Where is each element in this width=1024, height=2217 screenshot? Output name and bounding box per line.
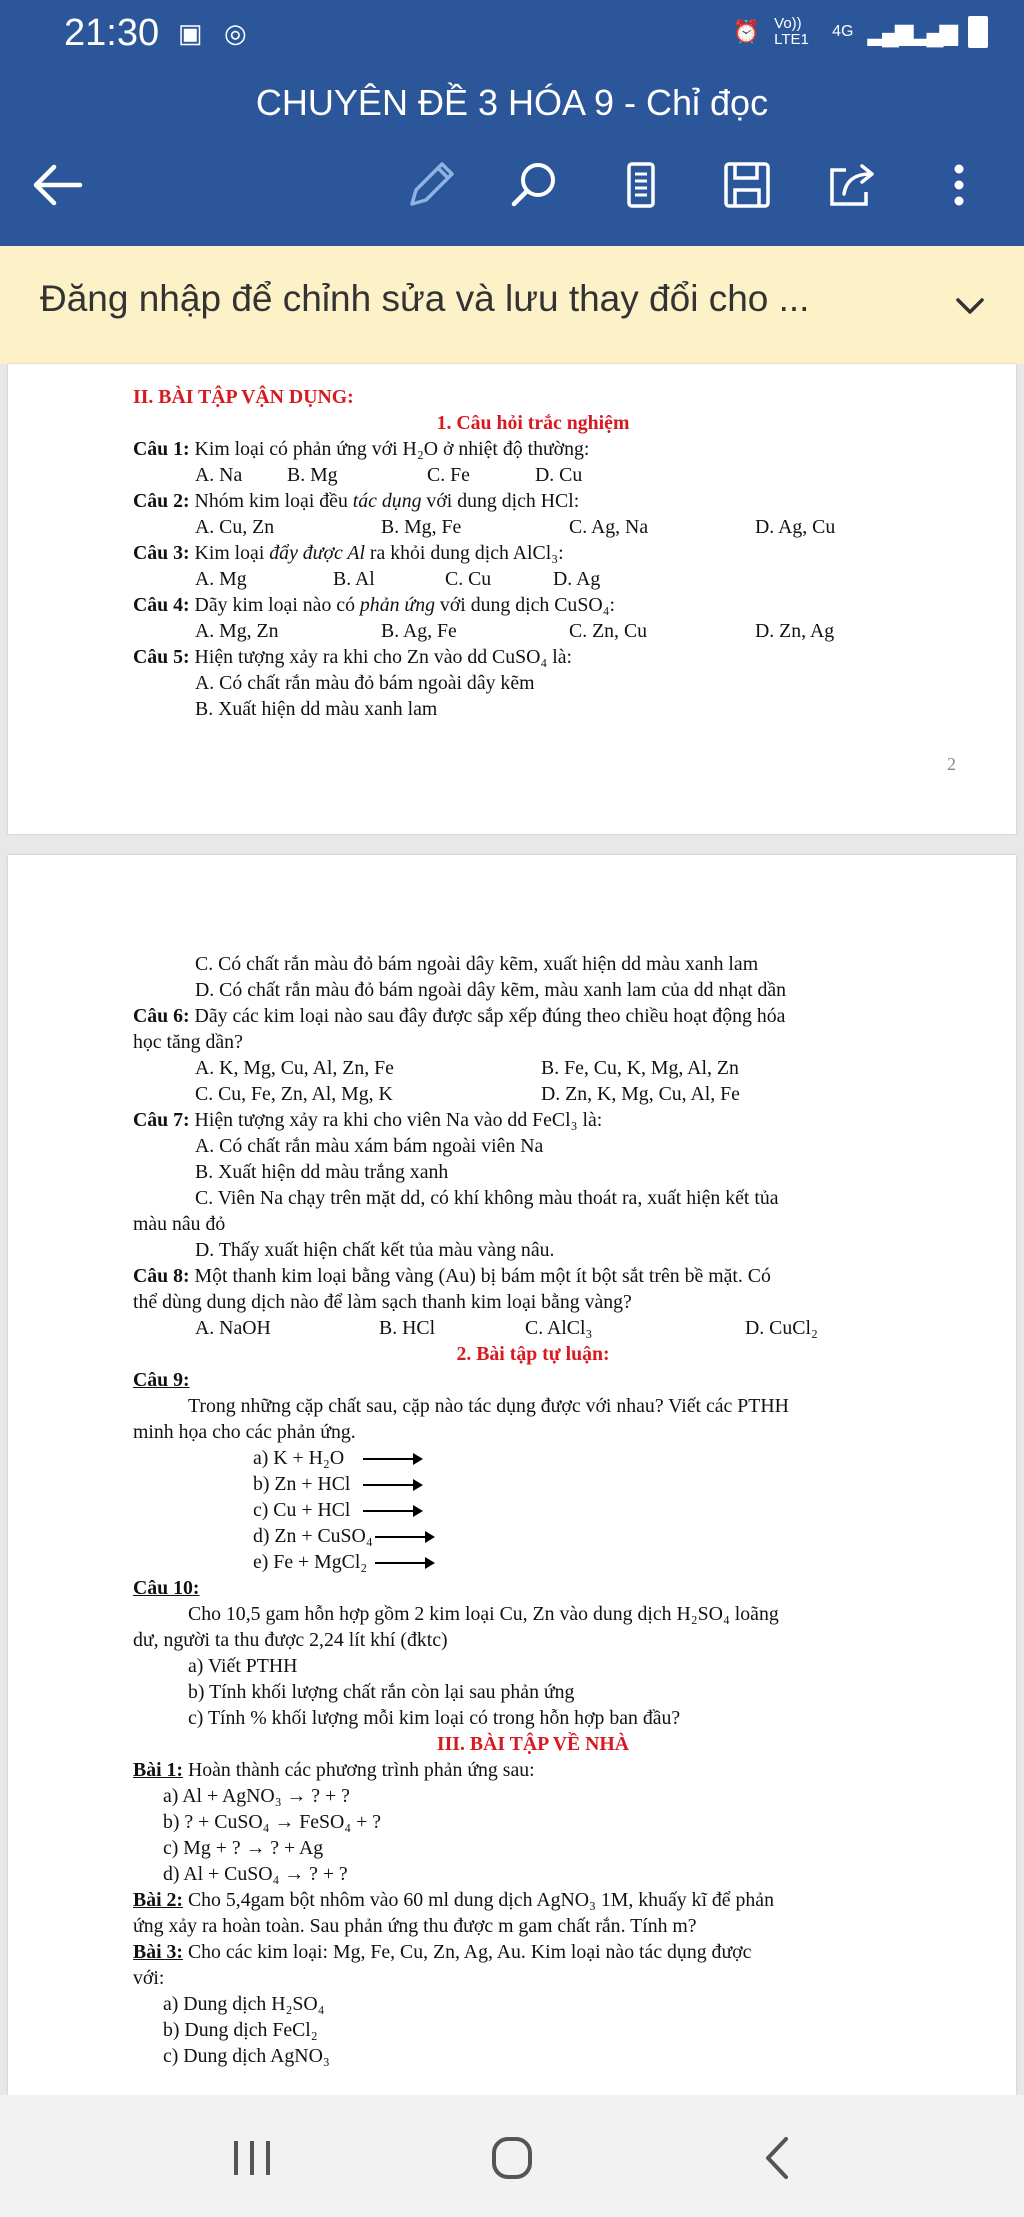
arrow-icon xyxy=(363,1510,421,1512)
question-6-options-cd: C. Cu, Fe, Zn, Al, Mg, K D. Zn, K, Mg, Cu, Al, Fe xyxy=(195,1083,740,1105)
alarm-icon: ⏰ xyxy=(732,19,761,44)
ex3-item-c: c) Dung dịch AgNO₃ xyxy=(163,2045,330,2067)
home-icon xyxy=(482,2133,542,2183)
search-icon xyxy=(500,150,570,220)
subsection-heading-2: 2. Bài tập tự luận: xyxy=(456,1343,610,1365)
question-5-option-d: D. Có chất rắn màu đỏ bám ngoài dây kẽm, màu xanh lam của dd nhạt dần xyxy=(195,979,787,1001)
q9-item-e: e) Fe + MgCl₂ xyxy=(133,1549,933,1575)
status-bar xyxy=(0,0,1024,72)
section-3-heading: III. BÀI TẬP VỀ NHÀ xyxy=(436,1733,630,1755)
ex1-item-d: d) Al + CuSO₄ → ? + ? xyxy=(163,1863,348,1885)
gallery-icon: ▣ xyxy=(178,18,203,48)
question-9-label: Câu 9: xyxy=(133,1369,190,1391)
question-10-text: Cho 10,5 gam hỗn hợp gồm 2 kim loại Cu, Zn vào dung dịch H₂SO₄ loãng xyxy=(188,1603,779,1625)
subsection-heading: 1. Câu hỏi trắc nghiệm xyxy=(436,412,630,434)
question-2-options: A. Cu, Zn B. Mg, Fe C. Ag, Na D. Ag, Cu xyxy=(195,516,836,538)
share-icon xyxy=(816,150,886,220)
pencil-icon xyxy=(396,150,466,220)
question-2: Câu 2: Nhóm kim loại đều tác dụng với dung dịch HCl: xyxy=(133,490,580,512)
back-arrow-icon xyxy=(22,150,92,220)
exercise-3: Bài 3: Cho các kim loại: Mg, Fe, Cu, Zn, Ag, Au. Kim loại nào tác dụng được xyxy=(133,1941,752,1963)
recent-apps-icon xyxy=(222,2133,282,2183)
question-9-text: Trong những cặp chất sau, cặp nào tác dụng được với nhau? Viết các PTHH xyxy=(188,1395,789,1417)
question-8: Câu 8: Một thanh kim loại bằng vàng (Au) bị bám một ít bột sắt trên bề mặt. Có xyxy=(133,1265,771,1287)
back-button[interactable] xyxy=(22,150,92,220)
question-8-options: A. NaOH B. HCl C. AlCl₃ D. CuCl₂ xyxy=(195,1317,818,1339)
ex1-item-b: b) ? + CuSO₄ → FeSO₄ + ? xyxy=(163,1811,381,1833)
network-label: Vo)) LTE1 xyxy=(774,15,809,48)
page-2-content xyxy=(133,384,933,722)
question-6-cont: học tăng dần? xyxy=(133,1031,243,1053)
question-6: Câu 6: Dãy các kim loại nào sau đây được sắp xếp đúng theo chiều hoạt động hóa xyxy=(133,1005,786,1027)
question-6-options-ab: A. K, Mg, Cu, Al, Zn, Fe B. Fe, Cu, K, Mg, Al, Zn xyxy=(195,1057,739,1079)
document-title: CHUYÊN ĐỀ 3 HÓA 9 - Chỉ đọc xyxy=(255,82,769,123)
chevron-down-icon[interactable] xyxy=(950,286,990,326)
mobile-view-icon xyxy=(606,150,676,220)
arrow-icon xyxy=(363,1484,421,1486)
search-button[interactable] xyxy=(500,150,570,220)
ex3-item-a: a) Dung dịch H₂SO₄ xyxy=(163,1993,325,2015)
arrow-icon xyxy=(363,1458,421,1460)
sign-in-banner[interactable] xyxy=(0,246,1024,364)
question-4-options: A. Mg, Zn B. Ag, Fe C. Zn, Cu D. Zn, Ag xyxy=(195,620,835,642)
question-7-option-c-cont: màu nâu đỏ xyxy=(133,1213,226,1235)
back-nav-button[interactable] xyxy=(748,2133,808,2183)
q9-item-c: c) Cu + HCl xyxy=(133,1497,933,1523)
question-5: Câu 5: Hiện tượng xảy ra khi cho Zn vào dd CuSO₄ là: xyxy=(133,646,573,668)
ex1-item-a: a) Al + AgNO₃ → ? + ? xyxy=(163,1785,350,1807)
save-icon xyxy=(712,150,782,220)
arrow-icon xyxy=(375,1536,433,1538)
page-number: 2 xyxy=(947,754,956,774)
q10-item-b: b) Tính khối lượng chất rắn còn lại sau phản ứng xyxy=(188,1681,575,1703)
question-7-option-d: D. Thấy xuất hiện chất kết tủa màu vàng nâu. xyxy=(195,1239,555,1261)
question-8-cont: thể dùng dung dịch nào để làm sạch thanh kim loại bằng vàng? xyxy=(133,1291,632,1313)
question-10-cont: dư, người ta thu được 2,24 lít khí (đktc) xyxy=(133,1629,448,1651)
question-9-cont: minh họa cho các phản ứng. xyxy=(133,1421,356,1443)
exercise-2-cont: ứng xảy ra hoàn toàn. Sau phản ứng thu được m gam chất rắn. Tính m? xyxy=(133,1915,697,1937)
page-3-content xyxy=(133,951,933,2069)
question-7-option-a: A. Có chất rắn màu xám bám ngoài viên Na xyxy=(195,1135,544,1157)
home-button[interactable] xyxy=(482,2133,542,2183)
banner-text: Đăng nhập để chỉnh sửa và lưu thay đổi cho ... xyxy=(40,278,810,319)
question-3-options: A. Mg B. Al C. Cu D. Ag xyxy=(195,568,601,590)
ex1-item-c: c) Mg + ? → ? + Ag xyxy=(163,1837,324,1859)
q9-item-a: a) K + H₂O xyxy=(133,1445,933,1471)
question-1: Câu 1: Kim loại có phản ứng với H₂O ở nhiệt độ thường: xyxy=(133,438,590,460)
more-vertical-icon xyxy=(924,150,994,220)
battery-icon xyxy=(968,16,988,48)
question-10-label: Câu 10: xyxy=(133,1577,200,1599)
document-page-3 xyxy=(8,855,1016,2095)
clock: 21:30 xyxy=(64,12,160,54)
ex3-item-b: b) Dung dịch FeCl₂ xyxy=(163,2019,318,2041)
app-header xyxy=(0,72,1024,246)
exercise-2: Bài 2: Cho 5,4gam bột nhôm vào 60 ml dung dịch AgNO₃ 1M, khuấy kĩ để phản xyxy=(133,1889,774,1911)
sync-icon: ◎ xyxy=(224,18,247,48)
signal-type-label: 4G xyxy=(832,23,854,40)
question-3: Câu 3: Kim loại đẩy được Al ra khỏi dung dịch AlCl₃: xyxy=(133,542,564,564)
recent-apps-button[interactable] xyxy=(222,2133,282,2183)
edit-button[interactable] xyxy=(396,150,466,220)
exercise-1: Bài 1: Hoàn thành các phương trình phản ứng sau: xyxy=(133,1759,535,1781)
back-chevron-icon xyxy=(748,2133,808,2183)
save-button[interactable] xyxy=(712,150,782,220)
more-options-button[interactable] xyxy=(924,150,994,220)
document-page-2 xyxy=(8,364,1016,834)
q10-item-c: c) Tính % khối lượng mỗi kim loại có trong hỗn hợp ban đầu? xyxy=(188,1707,681,1729)
question-4: Câu 4: Dãy kim loại nào có phản ứng với dung dịch CuSO₄: xyxy=(133,594,615,616)
system-nav-bar xyxy=(0,2095,1024,2217)
exercise-3-cont: với: xyxy=(133,1967,165,1989)
question-7-option-c: C. Viên Na chạy trên mặt dd, có khí không màu thoát ra, xuất hiện kết tủa xyxy=(195,1187,779,1209)
arrow-icon xyxy=(375,1562,433,1564)
question-5-option-a: A. Có chất rắn màu đỏ bám ngoài dây kẽm xyxy=(195,672,535,694)
q9-item-b: b) Zn + HCl xyxy=(133,1471,933,1497)
question-7-option-b: B. Xuất hiện dd màu trắng xanh xyxy=(195,1161,449,1183)
share-button[interactable] xyxy=(816,150,886,220)
question-5-option-b: B. Xuất hiện dd màu xanh lam xyxy=(195,698,438,720)
section-heading: II. BÀI TẬP VẬN DỤNG: xyxy=(133,386,354,408)
q10-item-a: a) Viết PTHH xyxy=(188,1655,298,1677)
reading-view-button[interactable] xyxy=(606,150,676,220)
q9-item-d: d) Zn + CuSO₄ xyxy=(133,1523,933,1549)
signal-icon: ▂▄▆ ▂▄▆ xyxy=(867,18,954,46)
question-7: Câu 7: Hiện tượng xảy ra khi cho viên Na vào dd FeCl₃ là: xyxy=(133,1109,603,1131)
question-5-option-c: C. Có chất rắn màu đỏ bám ngoài dây kẽm, xuất hiện dd màu xanh lam xyxy=(195,953,759,975)
question-1-options: A. Na B. Mg C. Fe D. Cu xyxy=(195,464,583,486)
